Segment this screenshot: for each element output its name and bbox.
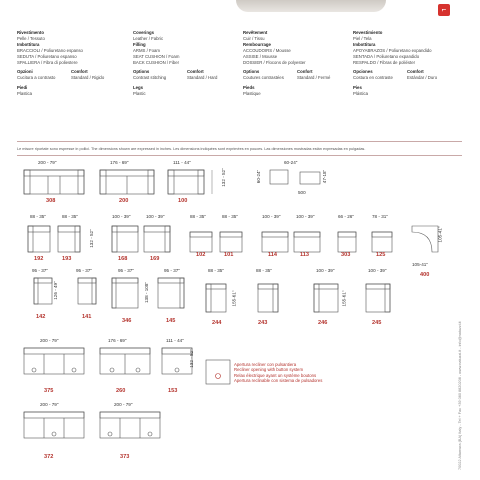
model-code: 500 [298, 190, 306, 195]
filling-line: DOSSIER / Flocons de polyester [243, 59, 306, 65]
dim-label: 200 - 79" [40, 338, 59, 343]
options-title: Options [243, 69, 260, 75]
legs-text: Plastic [133, 91, 146, 97]
legs-text: Plástica [353, 91, 369, 97]
model-code: 169 [150, 256, 160, 262]
model-code: 400 [420, 272, 430, 278]
sofa-200-drawing [100, 170, 154, 194]
legend-recliner-icon [206, 360, 230, 384]
dim-label: 88 - 35" [208, 268, 224, 273]
row5-drawings [24, 412, 160, 438]
dim-label: 132 - 52" [220, 168, 226, 187]
dim-label: 132 - 52" [88, 229, 94, 248]
filling-title: Rembourrage [243, 41, 271, 47]
comfort-text: Standard / Fermé [297, 75, 331, 81]
options-title: Options [133, 69, 150, 75]
comfort-text: Standard / Rigido [71, 75, 105, 81]
comfort-text: Standard / Hard [187, 75, 218, 81]
dim-label: 95 - 37" [118, 268, 134, 273]
legend-line: Apertura recliner con pulsantiera [234, 362, 297, 367]
legs-title: Piedi [17, 85, 28, 91]
covering-title: Revêtement [243, 30, 268, 35]
filling-line: ACCOUDOIRS / Mousse [243, 47, 291, 53]
model-code: 101 [224, 252, 234, 258]
model-code: 114 [268, 252, 278, 258]
pouf-500-drawing [270, 170, 320, 184]
dim-label: 60-24" [284, 160, 298, 165]
dim-label: 95 - 37" [164, 268, 180, 273]
model-code: 193 [62, 256, 72, 262]
options-text: Contrast stitching [133, 75, 167, 81]
covering-title: Rivestimento [17, 30, 44, 35]
legs-text: Plastique [243, 91, 261, 97]
dim-label: 155-61" [341, 290, 347, 307]
model-code: 125 [376, 252, 386, 258]
dim-label: 88 - 35" [62, 214, 78, 219]
comfort-title: Comfort [407, 69, 424, 75]
model-code: 245 [372, 320, 382, 326]
filling-line: BACK CUSHION / Fiber [133, 59, 180, 65]
sofa-308-drawing [24, 170, 84, 194]
dim-label: 176 - 69" [110, 160, 129, 165]
filling-line: SENTADA / Poliuretano expandido [353, 53, 420, 59]
model-code: 246 [318, 320, 328, 326]
filling-title: Imbottitura [17, 41, 40, 47]
dim-label: 200 - 79" [38, 160, 57, 165]
recliner-legend [234, 362, 322, 384]
dim-label: 100 - 39" [112, 214, 131, 219]
dim-label: 88 - 35" [256, 268, 272, 273]
covering-text: Leather / Fabric [133, 35, 164, 41]
legs-title: Pieds [243, 85, 255, 91]
dim-label: 200 - 79" [114, 402, 133, 407]
dim-label: 100 - 39" [262, 214, 281, 219]
company-address: 70022 Altamura (BA) Italy - Tel + Fax +39 080 8820208 - www.natuzzi.it - info@natuzzi.it [458, 321, 462, 470]
options-text: Cucitura a contrasto [17, 75, 56, 81]
dim-label: 176 - 69" [108, 338, 127, 343]
covering-title: Revestimiento [353, 30, 383, 35]
options-title: Opzioni [17, 69, 33, 75]
model-code: 260 [116, 388, 126, 394]
dim-label: 111 - 44" [166, 338, 184, 343]
dim-label: 95 - 37" [32, 268, 48, 273]
model-code: 373 [120, 454, 130, 460]
dim-label: 60-24" [256, 169, 262, 184]
legs-text: Plastica [17, 91, 33, 97]
sofa-100-drawing [168, 170, 204, 194]
legs-title: Pies [353, 85, 362, 91]
dim-label: 100 - 39" [146, 214, 165, 219]
legend-line: Relax électrique ayant un système boutons [234, 372, 317, 378]
model-code: 145 [166, 318, 176, 324]
model-code: 192 [34, 256, 44, 262]
model-code: 244 [212, 320, 222, 326]
dim-label: 126 - 49" [52, 281, 58, 300]
row3-drawings [34, 278, 390, 312]
dim-label: 88 - 35" [222, 214, 238, 219]
natuzzi-red-square-icon: ⌐ [438, 4, 450, 16]
filling-line: ASSISE / Mousse [243, 53, 278, 59]
measurement-note: Le misure riportate sono espresse in pollici. The dimensions shown are expressed in inches. Les dimensions indiquées sont exprimées en pouces. Las dimensiones mostradas están expresadas en pulgadas. [17, 147, 366, 151]
dim-label: 200 - 79" [40, 402, 59, 407]
model-code: 142 [36, 314, 46, 320]
legend-line: Apertura reclinable con sistema de pulsadores [234, 378, 323, 384]
dim-label: 78 - 31" [372, 214, 388, 219]
comfort-text: Estándar / Duro [407, 75, 438, 81]
dim-label: 100 - 39" [368, 268, 387, 273]
dim-label: 88 - 35" [30, 214, 46, 219]
legs-title: Legs [133, 85, 144, 91]
comfort-title: Confort [297, 69, 313, 75]
options-text: Coutures contrastées [243, 75, 284, 81]
comfort-title: Comfort [71, 69, 88, 75]
covering-text: Pelle / Tessuto [17, 35, 45, 41]
covering-text: Cuir / Tissu [243, 35, 265, 41]
filling-line: ARMS / Foam [133, 47, 160, 53]
model-code: 100 [178, 198, 188, 204]
model-code: 113 [300, 252, 310, 258]
dim-label: 100 - 39" [316, 268, 335, 273]
comfort-title: Comfort [187, 69, 204, 75]
model-code: 168 [118, 256, 128, 262]
dim-label: 155-61" [231, 290, 237, 307]
dim-label: 138 - 108" [144, 281, 150, 304]
covering-title: Coverings [133, 30, 155, 35]
filling-line: RESPALDO / Fibras de poliéster [353, 59, 416, 65]
dim-label: 47-18" [322, 169, 328, 184]
model-code: 141 [82, 314, 92, 320]
options-text: Costura en contraste [353, 75, 393, 81]
model-code: 200 [119, 198, 129, 204]
filling-title: Imbottitura [353, 41, 376, 47]
dim-label: 66 - 26" [338, 214, 354, 219]
filling-line: SPALLIERA / Fibra di poliestere [17, 59, 78, 65]
dim-label: 95 - 37" [76, 268, 92, 273]
dim-label: 132 - 52" [188, 349, 194, 368]
dim-label: 105-41" [412, 262, 428, 267]
dim-label: 111 - 44" [173, 160, 191, 165]
model-code: 375 [44, 388, 54, 394]
filling-line: APOYABRAZOS / Poliuretano expandido [353, 47, 432, 53]
filling-line: BRACCIOLI / Poliuretano espanso [17, 47, 83, 53]
filling-line: SEAT CUSHION / Foam [133, 53, 180, 59]
covering-text: Piel / Tela [353, 35, 372, 41]
row4-drawings [24, 348, 192, 374]
dim-label: 105-41" [437, 226, 443, 243]
model-code: 308 [46, 198, 56, 204]
model-code: 372 [44, 454, 54, 460]
dim-label: 88 - 35" [190, 214, 206, 219]
model-code: 102 [196, 252, 206, 258]
model-code: 303 [341, 252, 351, 258]
dim-label: 100 - 39" [296, 214, 315, 219]
filling-title: Filling [133, 41, 146, 47]
options-title: Opciones [353, 69, 373, 75]
model-code: 346 [122, 318, 132, 324]
legend-line: Recliner opening with button system [234, 367, 304, 373]
model-code: 153 [168, 388, 178, 394]
model-code: 243 [258, 320, 268, 326]
filling-line: SEDUTA / Poliuretano espanso [17, 53, 77, 59]
